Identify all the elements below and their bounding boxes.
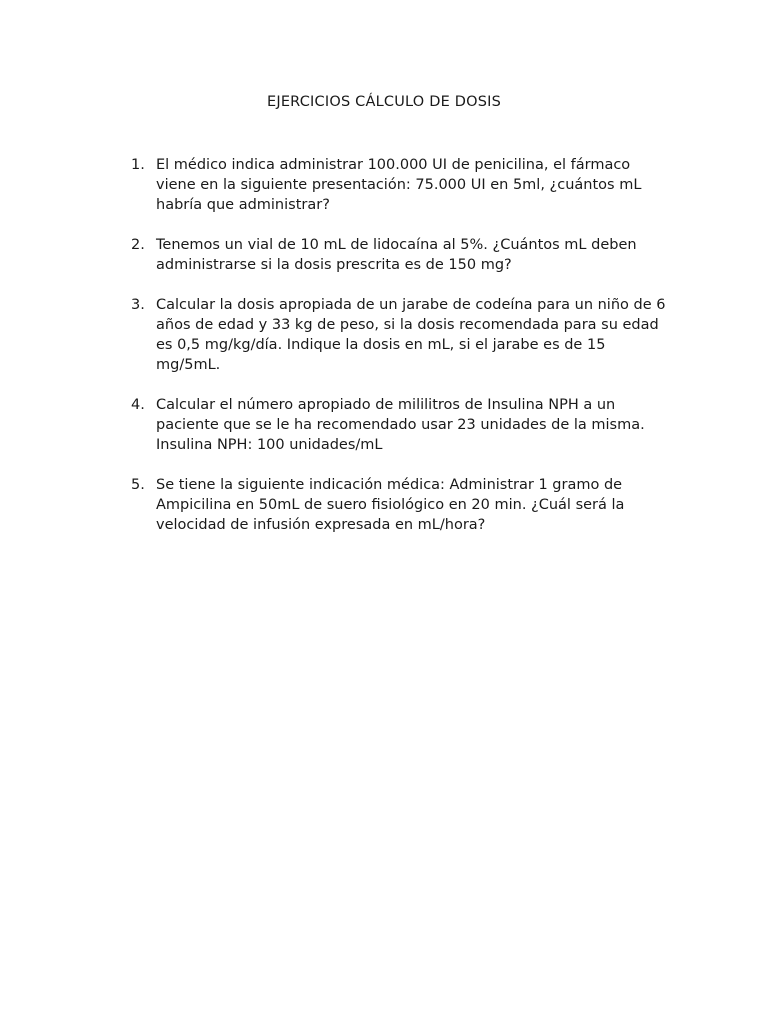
exercise-line: viene en la siguiente presentación: 75.000 UI en 5ml, ¿cuántos mL xyxy=(156,177,642,193)
exercise-line: Insulina NPH: 100 unidades/mL xyxy=(156,437,383,453)
exercise-number: 2. xyxy=(131,237,145,253)
exercise-item-4 xyxy=(0,395,768,455)
exercise-text xyxy=(156,395,676,455)
exercise-text xyxy=(156,155,676,215)
exercise-line: años de edad y 33 kg de peso, si la dosis recomendada para su edad xyxy=(156,317,659,333)
exercise-line: velocidad de infusión expresada en mL/hora? xyxy=(156,517,486,533)
exercise-line: Calcular la dosis apropiada de un jarabe de codeína para un niño de 6 xyxy=(156,297,666,313)
exercise-item-1 xyxy=(0,155,768,215)
exercise-text xyxy=(156,295,676,375)
exercise-line: Tenemos un vial de 10 mL de lidocaína al 5%. ¿Cuántos mL deben xyxy=(156,237,637,253)
exercise-line: administrarse si la dosis prescrita es de 150 mg? xyxy=(156,257,512,273)
exercise-list xyxy=(0,155,768,555)
exercise-line: es 0,5 mg/kg/día. Indique la dosis en mL, si el jarabe es de 15 xyxy=(156,337,606,353)
exercise-line: Calcular el número apropiado de mililitros de Insulina NPH a un xyxy=(156,397,616,413)
exercise-text xyxy=(156,475,676,535)
exercise-text xyxy=(156,235,676,275)
exercise-item-2 xyxy=(0,235,768,275)
exercise-number: 1. xyxy=(131,157,145,173)
exercise-line: habría que administrar? xyxy=(156,197,330,213)
exercise-line: Se tiene la siguiente indicación médica: Administrar 1 gramo de xyxy=(156,477,623,493)
exercise-line: mg/5mL. xyxy=(156,357,221,373)
exercise-line: paciente que se le ha recomendado usar 23 unidades de la misma. xyxy=(156,417,645,433)
exercise-item-5 xyxy=(0,475,768,535)
exercise-number: 4. xyxy=(131,397,145,413)
exercise-number: 5. xyxy=(131,477,145,493)
exercise-line: Ampicilina en 50mL de suero fisiológico en 20 min. ¿Cuál será la xyxy=(156,497,625,513)
exercise-item-3 xyxy=(0,295,768,375)
exercise-number: 3. xyxy=(131,297,145,313)
exercise-line: El médico indica administrar 100.000 UI de penicilina, el fármaco xyxy=(156,157,631,173)
page-title: EJERCICIOS CÁLCULO DE DOSIS xyxy=(266,94,502,110)
